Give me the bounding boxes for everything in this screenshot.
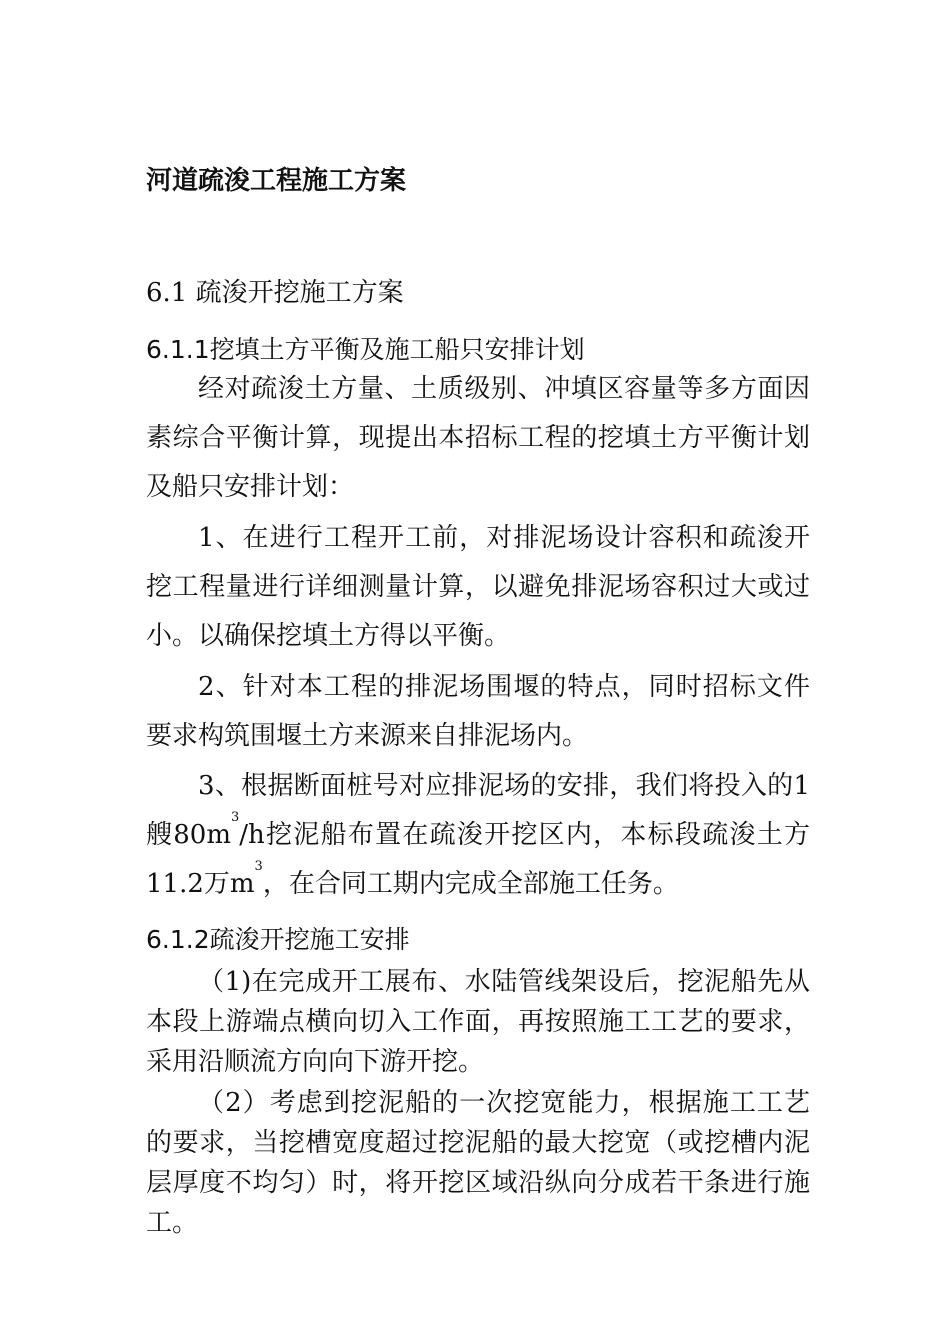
item-3-paragraph [146,762,810,909]
step-2-paragraph: （2）考虑到挖泥船的一次挖宽能力，根据施工工艺的要求，当挖槽宽度超过挖泥船的最大挖宽（或挖槽内泥层厚度不均匀）时，将开挖区域沿纵向分成若干条进行施工。 [146,1088,810,1238]
section-heading-6-1-2: 6.1.2疏浚开挖施工安排 [146,925,410,954]
item-3-superscript-1: 3 [231,810,240,825]
intro-paragraph: 经对疏浚土方量、土质级别、冲填区容量等多方面因素综合平衡计算，现提出本招标工程的挖填土方平衡计划及船只安排计划： [146,374,810,502]
item-3-text-c: ，在合同工期内完成全部施工任务。 [262,869,679,899]
document-title: 河道疏浚工程施工方案 [146,166,407,196]
item-1-paragraph: 1、在进行工程开工前，对排泥场设计容积和疏浚开挖工程量进行详细测量计算，以避免排泥场容积过大或过小。以确保挖填土方得以平衡。 [146,523,810,651]
section-heading-6-1-1: 6.1.1挖填土方平衡及施工船只安排计划 [146,335,585,364]
item-3-superscript-2: 3 [254,859,263,874]
section-heading-6-1: 6.1 疏浚开挖施工方案 [146,278,404,308]
item-2-paragraph: 2、针对本工程的排泥场围堰的特点，同时招标文件要求构筑围堰土方来源来自排泥场内。 [146,672,810,751]
item-3-text-a: 3、根据断面桩号对应排泥场的安排，我们将投入的1艘80m [146,771,810,850]
step-1-paragraph: （1)在完成开工展布、水陆管线架设后，挖泥船先从本段上游端点横向切入工作面，再按照施工工艺的要求，采用沿顺流方向向下游开挖。 [146,967,810,1077]
item-3-text-b: /h挖泥船布置在疏浚开挖区内，本标段疏浚土方11.2万m [146,820,810,899]
